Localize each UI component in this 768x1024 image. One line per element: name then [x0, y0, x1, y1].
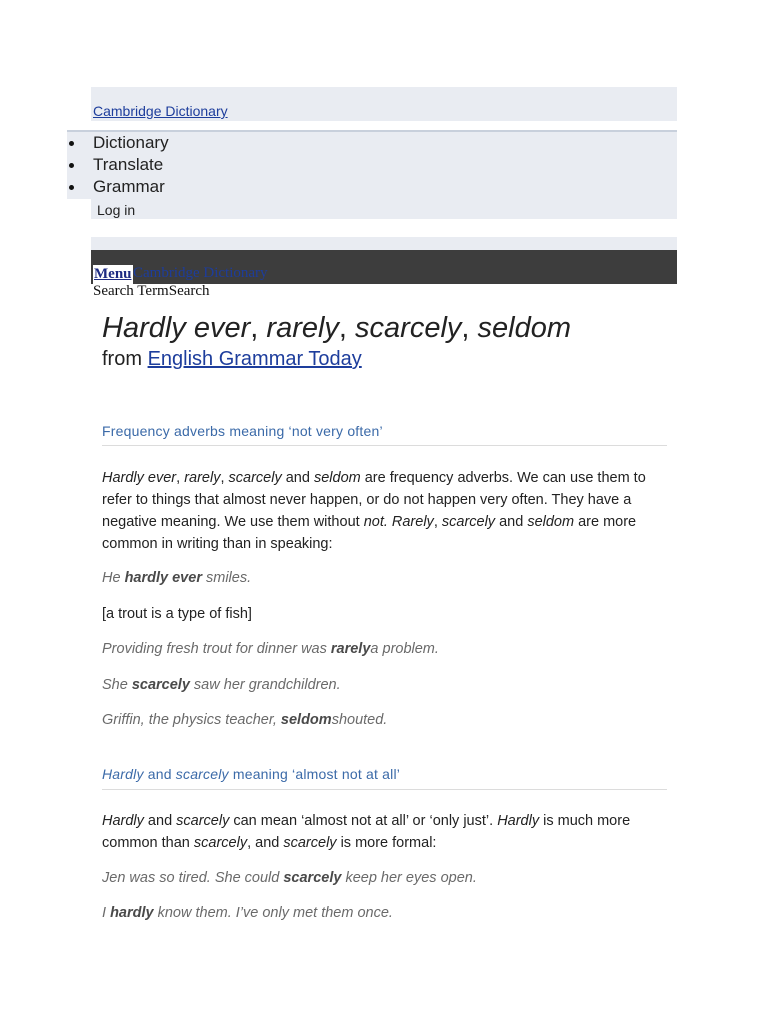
main-nav: [67, 130, 677, 199]
from-prefix: from: [102, 348, 148, 370]
text: Jen was so tired. She could: [102, 870, 284, 886]
nav-list: [67, 132, 677, 198]
nav-item-grammar[interactable]: [67, 176, 677, 198]
term: Hardly ever: [102, 470, 177, 486]
example-sentence: [102, 870, 477, 886]
text: a problem.: [370, 641, 439, 657]
term: rarely: [330, 641, 371, 657]
text: , and: [247, 835, 284, 851]
nav-item-dictionary[interactable]: [67, 132, 677, 154]
text: are more common in writing than in speaking:: [102, 514, 637, 552]
term: rarely: [184, 470, 221, 486]
text: can mean ‘almost not at all’ or ‘only just’.: [229, 813, 498, 829]
term: seldom: [313, 470, 361, 486]
term: hardly: [110, 905, 154, 921]
term: scarcely: [283, 835, 337, 851]
cambridge-dictionary-link[interactable]: Cambridge Dictionary: [93, 103, 228, 119]
body-paragraph: [102, 810, 672, 854]
divider: [102, 445, 667, 446]
title-word: Hardly ever: [102, 312, 251, 344]
text: Griffin, the physics teacher,: [102, 712, 281, 728]
term: Hardly: [102, 766, 144, 782]
term: Hardly: [497, 813, 540, 829]
text: and: [143, 766, 176, 782]
site-name-link[interactable]: Cambridge Dictionary: [133, 265, 268, 281]
section-heading: [102, 766, 400, 782]
text: smiles.: [201, 570, 252, 586]
site-link-bar: [91, 87, 677, 121]
text: shouted.: [331, 712, 388, 728]
text: ,: [220, 470, 229, 486]
nav-item-label: Translate: [93, 155, 164, 174]
nav-item-translate[interactable]: [67, 154, 677, 176]
note: [a trout is a type of fish]: [102, 606, 252, 622]
term: scarcely: [441, 514, 496, 530]
header-spacer-bar: [91, 237, 677, 250]
term: seldom: [527, 514, 575, 530]
term: not. Rarely: [363, 514, 434, 530]
title-word: seldom: [477, 312, 572, 344]
section-heading: Frequency adverbs meaning ‘not very often’: [102, 423, 383, 439]
text: meaning ‘almost not at all’: [228, 766, 401, 782]
term: scarcely: [283, 870, 342, 886]
example-sentence: [102, 570, 251, 586]
text: keep her eyes open.: [341, 870, 477, 886]
text: She: [102, 677, 132, 693]
term: seldom: [280, 712, 332, 728]
source-line: [102, 348, 362, 371]
title-word: scarcely: [355, 312, 462, 344]
example-sentence: [102, 905, 393, 921]
example-sentence: [102, 677, 341, 693]
text: is much more common than: [102, 813, 631, 851]
term: scarcely: [193, 835, 248, 851]
term: hardly ever: [124, 570, 202, 586]
body-paragraph: [102, 467, 672, 555]
text: and: [143, 813, 177, 829]
divider: [102, 789, 667, 790]
text: saw her grandchildren.: [189, 677, 341, 693]
term: scarcely: [176, 813, 230, 829]
dark-header-bar: [91, 250, 677, 284]
text: and: [281, 470, 314, 486]
text: are frequency adverbs. We can use them to refer to things that almost never happen, or do not happen very often. They have a negative meaning. We use them without: [102, 470, 646, 530]
bullet-icon: [69, 163, 74, 168]
title-separator: ,: [338, 312, 356, 344]
example-sentence: [102, 712, 387, 728]
nav-item-label: Dictionary: [93, 133, 169, 152]
login-link[interactable]: Log in: [97, 202, 136, 218]
bullet-icon: [69, 141, 74, 146]
menu-button[interactable]: Menu: [94, 266, 132, 282]
bullet-icon: [69, 185, 74, 190]
text: He: [102, 570, 125, 586]
text: ,: [433, 514, 442, 530]
title-separator: ,: [250, 312, 267, 344]
source-link[interactable]: English Grammar Today: [147, 348, 362, 370]
login-bar: [91, 197, 677, 219]
text: I: [102, 905, 111, 921]
text: and: [495, 514, 528, 530]
nav-item-label: Grammar: [93, 177, 165, 196]
text: know them. I’ve only met them once.: [153, 905, 393, 921]
term: Hardly: [102, 813, 144, 829]
text: ,: [176, 470, 185, 486]
title-word: rarely: [266, 312, 339, 344]
text: is more formal:: [336, 835, 437, 851]
search-label[interactable]: Search TermSearch: [93, 283, 210, 299]
term: scarcely: [131, 677, 190, 693]
page-title: [102, 312, 571, 345]
term: scarcely: [228, 470, 282, 486]
term: scarcely: [175, 766, 229, 782]
text: Providing fresh trout for dinner was: [102, 641, 331, 657]
example-sentence: [102, 641, 439, 657]
title-separator: ,: [461, 312, 478, 344]
